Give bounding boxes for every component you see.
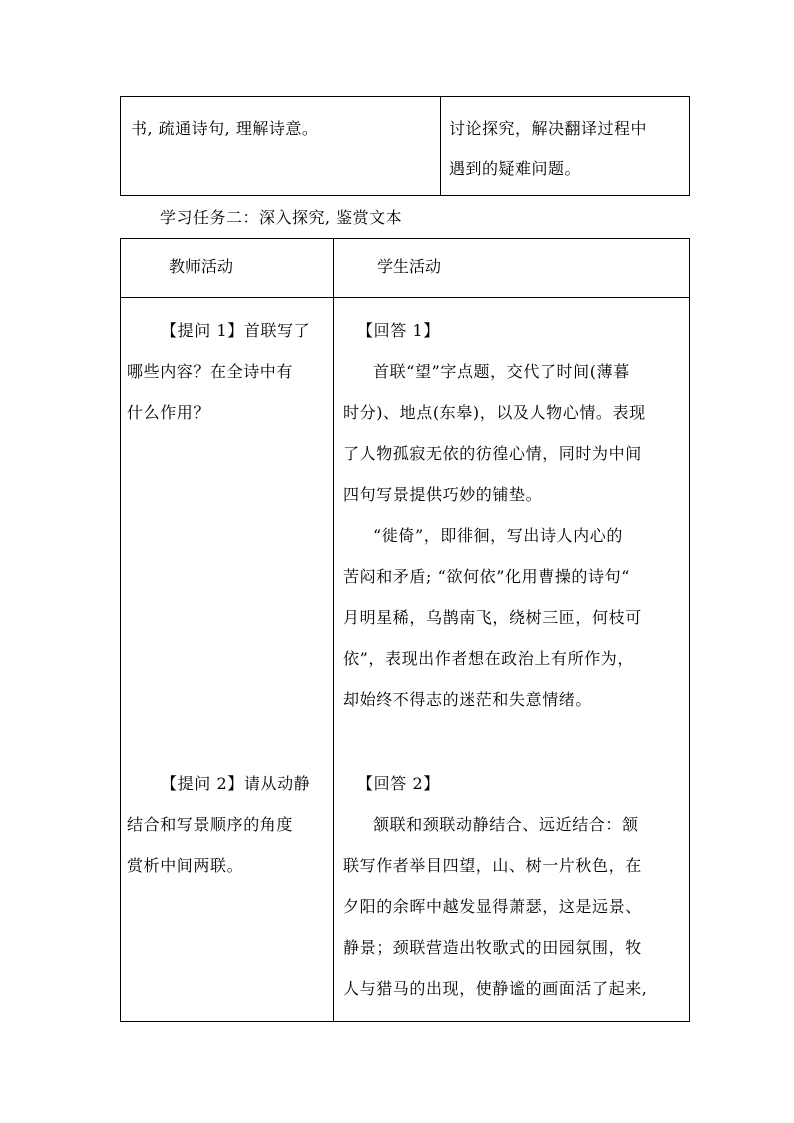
answer-1-line: 苦闷和矛盾; “欲何依”化用曹操的诗句“ xyxy=(343,567,631,586)
question-2 xyxy=(127,763,310,886)
answer-2-line: 人与猎马的出现，使静谧的画面活了起来, xyxy=(343,979,648,998)
answer-2-label: 【回答 2】 xyxy=(357,774,440,793)
teacher-activity-header: 教师活动 xyxy=(169,257,234,276)
question-2-line: 结合和写景顺序的角度 xyxy=(127,815,294,834)
continuation-student-line: 遇到的疑难问题。 xyxy=(449,159,582,178)
answer-2-line: 颔联和颈联动静结合、远近结合：颔 xyxy=(373,815,639,834)
answer-1-line: 却始终不得志的迷茫和失意情绪。 xyxy=(343,690,593,709)
continuation-teacher-text: 书, 疏通诗句, 理解诗意。 xyxy=(131,119,319,138)
continuation-table xyxy=(120,96,690,196)
student-activity-header: 学生活动 xyxy=(377,257,442,276)
question-1-line: 哪些内容？在全诗中有 xyxy=(127,362,294,381)
answer-1 xyxy=(343,310,646,720)
question-1-line: 什么作用？ xyxy=(127,403,211,422)
continuation-student-line: 讨论探究，解决翻译过程中 xyxy=(449,119,648,138)
answer-2 xyxy=(343,763,648,1009)
continuation-teacher-cell xyxy=(121,97,441,195)
header-divider xyxy=(121,297,689,298)
answer-1-line: 时分)、地点(东皋)，以及人物心情。表现 xyxy=(343,403,646,422)
answer-2-line: 联写作者举目四望，山、树一片秋色，在 xyxy=(343,856,642,875)
question-1-line: 【提问 1】首联写了 xyxy=(161,321,311,340)
section-heading: 学习任务二：深入探究, 鉴赏文本 xyxy=(160,208,403,227)
activity-table xyxy=(120,238,690,1022)
column-divider xyxy=(333,239,334,1021)
answer-2-line: 夕阳的余晖中越发显得萧瑟，这是远景、 xyxy=(343,897,642,916)
continuation-student-text xyxy=(449,109,647,189)
answer-1-line: 首联“望”字点题，交代了时间(薄暮 xyxy=(373,362,630,381)
answer-1-line: 月明星稀，乌鹊南飞，绕树三匝，何枝可 xyxy=(343,608,642,627)
question-2-line: 【提问 2】请从动静 xyxy=(161,774,311,793)
answer-1-label: 【回答 1】 xyxy=(357,321,440,340)
question-2-line: 赏析中间两联。 xyxy=(127,856,244,875)
answer-1-line: 依”，表现出作者想在政治上有所作为， xyxy=(343,649,634,668)
answer-2-line: 静景；颈联营造出牧歌式的田园氛围，牧 xyxy=(343,938,642,957)
answer-1-line: “徙倚”，即徘徊，写出诗人内心的 xyxy=(373,526,623,545)
question-1 xyxy=(127,310,310,433)
answer-1-line: 四句写景提供巧妙的铺垫。 xyxy=(343,485,543,504)
continuation-student-cell xyxy=(441,97,691,195)
answer-1-line: 了人物孤寂无依的彷徨心情，同时为中间 xyxy=(343,444,642,463)
